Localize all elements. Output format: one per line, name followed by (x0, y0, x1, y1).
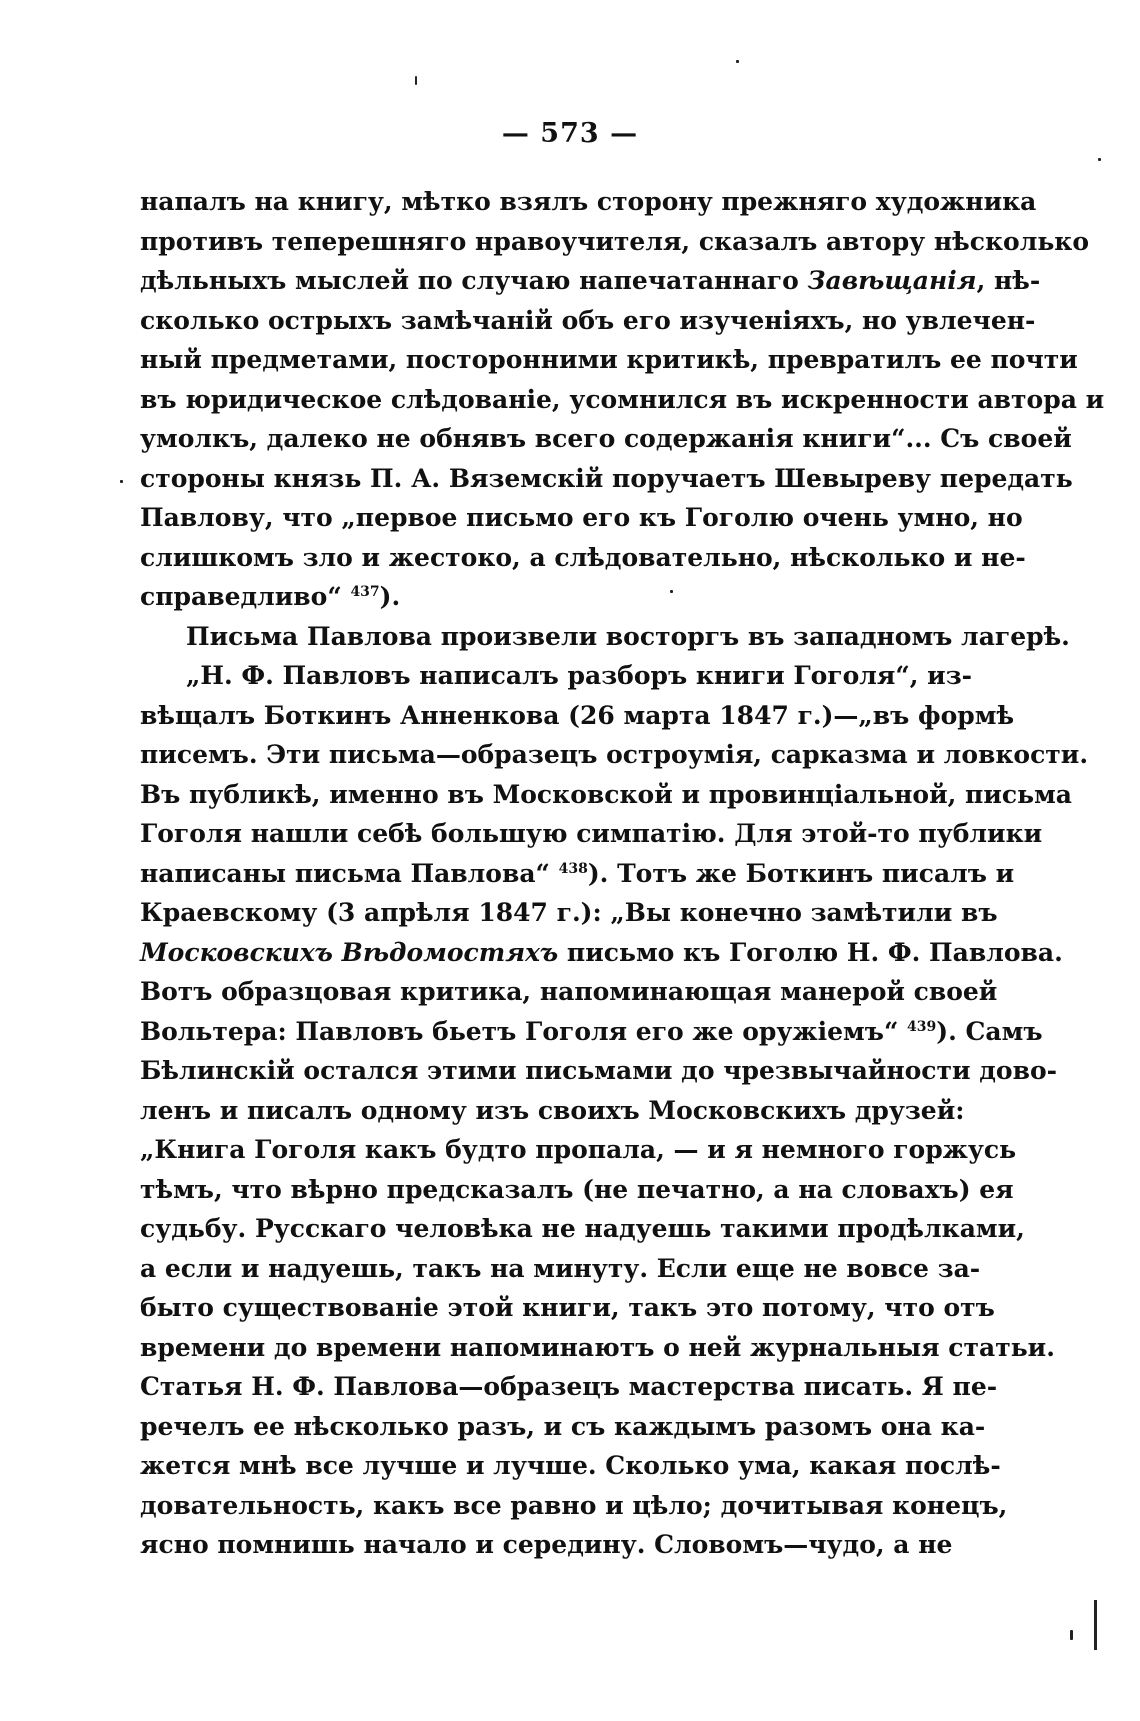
scan-speck (736, 60, 739, 63)
text-line: времени до времени напоминаютъ о ней журнальныя статьи. (140, 1332, 1055, 1362)
footnote-ref: 438 (558, 860, 588, 877)
text-run: письмо къ Гоголю Н. Ф. Павлова. (558, 937, 1063, 967)
text-line: писемъ. Эти письма—образецъ остроумія, сарказма и ловкости. (140, 740, 1089, 769)
text-line: слишкомъ зло и жестоко, а слѣдовательно, нѣсколько и не- (140, 542, 1026, 572)
text-line: жется мнѣ все лучше и лучше. Сколько ума, какая послѣ- (140, 1451, 1001, 1480)
margin-bar (1094, 1600, 1097, 1650)
text-line: ный предметами, посторонними критикѣ, превратилъ ее почти (140, 345, 1078, 374)
text-line (140, 577, 940, 617)
footnote-ref: 439 (907, 1018, 937, 1035)
text-line: „Н. Ф. Павловъ написалъ разборъ книги Гоголя“, из- (186, 661, 973, 690)
text-line: стороны князь П. А. Вяземскій поручаетъ Шевыреву передать (140, 463, 1073, 493)
page-number: — 573 — (501, 118, 639, 149)
text-line: быто существованіе этой книги, такъ это потому, что отъ (140, 1293, 995, 1322)
text-line: ясно помнишь начало и середину. Словомъ—чудо, а не (140, 1530, 953, 1559)
text-line: Письма Павлова произвели восторгъ въ западномъ лагерѣ. (186, 621, 1070, 651)
text-run: написаны письма Павлова“ (140, 858, 559, 888)
italic-title: Московскихъ Вѣдомостяхъ (140, 937, 559, 967)
body-text (140, 182, 1105, 1565)
text-line: довательность, какъ все равно и цѣло; дочитывая конецъ, (140, 1490, 1008, 1520)
text-line: Краевскому (3 апрѣля 1847 г.): „Вы конечно замѣтили въ (140, 898, 998, 927)
text-line (140, 854, 1015, 894)
text-line: вѣщалъ Боткинъ Анненкова (26 марта 1847 г.)—„въ формѣ (140, 700, 1015, 730)
text-line: Вотъ образцовая критика, напоминающая манерой своей (140, 977, 998, 1006)
scan-speck (415, 76, 417, 85)
text-run: дѣльныхъ мыслей по случаю напечатаннаго (140, 266, 808, 295)
text-line: речелъ ее нѣсколько разъ, и съ каждымъ разомъ она ка- (140, 1411, 986, 1441)
text-run: Вольтера: Павловъ бьетъ Гоголя его же оружіемъ“ (140, 1016, 908, 1046)
footnote-ref: 437 (350, 584, 380, 600)
text-line (140, 933, 1063, 973)
text-line: Статья Н. Ф. Павлова—образецъ мастерства писать. Я пе- (140, 1372, 998, 1401)
text-line: сколько острыхъ замѣчаній объ его изученіяхъ, но увлечен- (140, 305, 1036, 335)
scan-speck (1098, 158, 1101, 161)
text-line: Въ публикѣ, именно въ Московской и провинціальной, письма (140, 779, 1072, 809)
text-line (140, 1012, 1043, 1052)
text-run: ). Самъ (936, 1016, 1043, 1046)
text-run: , нѣ- (976, 266, 1041, 295)
text-line: „Книга Гоголя какъ будто пропала, — и я немного горжусь (140, 1135, 1017, 1164)
text-run: справедливо“ (140, 582, 351, 611)
scan-speck (670, 590, 673, 593)
text-line: противъ теперешняго нравоучителя, сказалъ автору нѣсколько (140, 226, 1090, 256)
text-line: ленъ и писалъ одному изъ своихъ Московскихъ друзей: (140, 1095, 965, 1125)
text-line (140, 261, 1041, 301)
text-line: Гоголя нашли себѣ большую симпатію. Для этой-то публики (140, 819, 1043, 848)
scan-speck (120, 480, 123, 483)
scan-speck (1070, 1630, 1073, 1640)
text-line: Павлову, что „первое письмо его къ Гоголю очень умно, но (140, 503, 1023, 532)
text-line: въ юридическое слѣдованіе, усомнился въ искренности автора и (140, 384, 1105, 414)
text-line: напалъ на книгу, мѣтко взялъ сторону прежняго художника (140, 187, 1037, 216)
text-line: судьбу. Русскаго человѣка не надуешь такими продѣлками, (140, 1214, 1025, 1243)
text-run: ). Тотъ же Боткинъ писалъ и (587, 858, 1015, 888)
text-line: Бѣлинскій остался этими письмами до чрезвычайности дово- (140, 1056, 1058, 1085)
italic-title: Завѣщанія (807, 266, 977, 295)
text-line: а если и надуешь, такъ на минуту. Если еще не вовсе за- (140, 1253, 981, 1283)
text-line: умолкъ, далеко не обнявъ всего содержанія книги“... Съ своей (140, 424, 1072, 453)
text-line: тѣмъ, что вѣрно предсказалъ (не печатно, а на словахъ) ея (140, 1174, 1014, 1204)
text-run: ). (379, 582, 401, 611)
